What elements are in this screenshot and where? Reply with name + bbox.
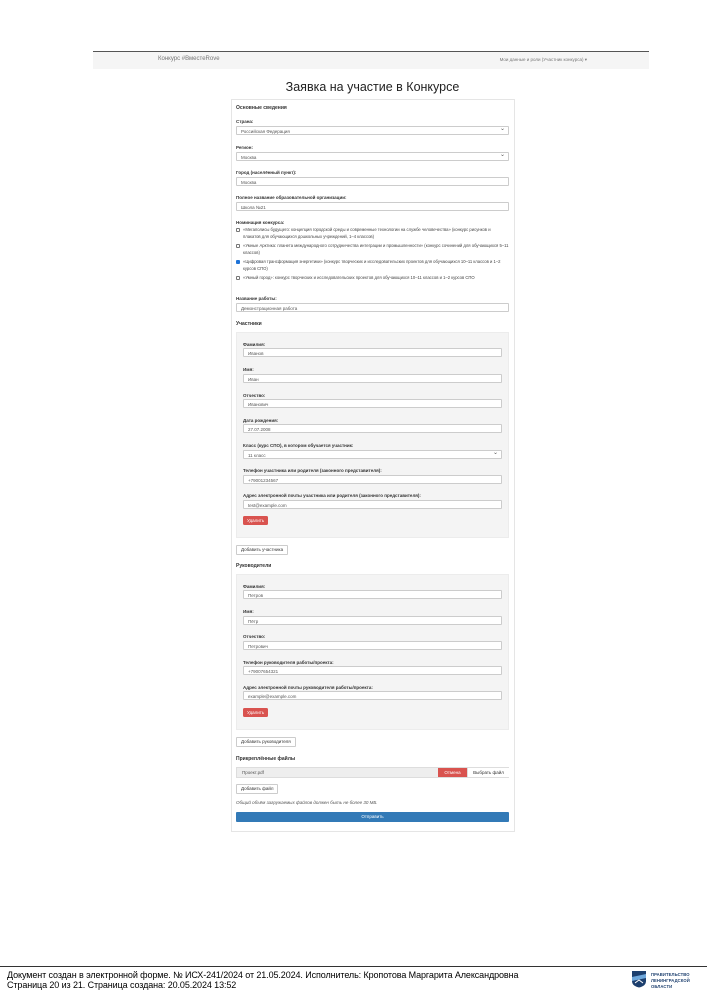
organization-input[interactable]: Школа №21 xyxy=(236,202,509,211)
gov-name-line-3: ОБЛАСТИ xyxy=(651,984,673,989)
add-participant-button[interactable]: Добавить участника xyxy=(236,545,288,555)
nomination-radio-2[interactable] xyxy=(236,244,240,248)
gov-name-line-2: ЛЕНИНГРАДСКОЙ xyxy=(651,978,690,983)
organization-label: Полное название образовательной организации: xyxy=(236,195,347,200)
participants-section-title: Участники xyxy=(236,321,262,327)
participant-email-label: Адрес электронной почты участника или родителя (законного представителя): xyxy=(243,493,421,498)
participant-class-label: Класс (курс СПО), в котором обучается участник: xyxy=(243,443,354,448)
delete-participant-button[interactable]: Удалить xyxy=(243,516,268,525)
nomination-option-4-label: «Умный город»: конкурс творческих и исследовательских проектов для обучающихся 10–11 классов и 1–2 курсов СПО xyxy=(243,275,475,280)
country-select-value: Российская Федерация xyxy=(241,128,290,134)
file-name: Проект.pdf xyxy=(242,770,264,775)
nomination-option-1-label: «Мегаполисы будущего: концепция городской среды и современные технологии на службе человечества» (конкурс рисунков и плакатов для обучающихся дошкольных учреждений, 1–4 классов) xyxy=(243,227,491,239)
nomination-radio-1[interactable] xyxy=(236,228,240,232)
participant-patronymic-input[interactable]: Иванович xyxy=(243,399,502,408)
participant-birth-date-label: Дата рождения: xyxy=(243,418,279,423)
nomination-radio-3[interactable] xyxy=(236,260,240,264)
government-emblem-icon xyxy=(631,970,647,988)
participant-class-select-value: 11 класс xyxy=(248,452,266,458)
supervisor-first-name-label: Имя: xyxy=(243,609,254,614)
supervisor-phone-input[interactable]: +79007654321 xyxy=(243,666,502,675)
footer-divider xyxy=(0,966,707,967)
add-supervisor-button[interactable]: Добавить руководителя xyxy=(236,737,296,747)
supervisor-last-name-input[interactable]: Петров xyxy=(243,590,502,599)
supervisor-email-label: Адрес электронной почты руководителя работы/проекта: xyxy=(243,685,373,690)
choose-file-button[interactable]: Выбрать файл xyxy=(467,768,509,777)
top-navbar xyxy=(93,51,649,69)
participant-first-name-input[interactable]: Иван xyxy=(243,374,502,383)
submit-button[interactable]: Отправить xyxy=(236,812,509,822)
file-upload-row xyxy=(236,767,509,778)
participant-class-select[interactable] xyxy=(243,450,502,459)
basic-info-section-title: Основные сведения xyxy=(236,105,287,111)
delete-supervisor-button[interactable]: Удалить xyxy=(243,708,268,717)
navbar-brand-link[interactable]: Конкурс #ВместеRove xyxy=(158,56,220,62)
nomination-radio-4[interactable] xyxy=(236,276,240,280)
work-title-input[interactable]: Демонстрационная работа xyxy=(236,303,509,312)
gov-name-line-1: ПРАВИТЕЛЬСТВО xyxy=(651,972,690,977)
supervisor-patronymic-label: Отчество: xyxy=(243,634,266,639)
participant-last-name-input[interactable]: Иванов xyxy=(243,348,502,357)
supervisor-phone-label: Телефон руководителя работы/проекта: xyxy=(243,660,334,665)
participant-phone-input[interactable]: +79001234567 xyxy=(243,475,502,484)
file-size-note: Общий объём загружаемых файлов должен быть не более 30 МБ. xyxy=(236,800,378,805)
participant-phone-label: Телефон участника или родителя (законного представителя): xyxy=(243,468,382,473)
participant-patronymic-label: Отчество: xyxy=(243,393,266,398)
supervisor-last-name-label: Фамилия: xyxy=(243,584,266,589)
region-label: Регион: xyxy=(236,145,253,150)
supervisor-email-input[interactable]: example@example.com xyxy=(243,691,502,700)
country-label: Страна: xyxy=(236,119,254,124)
participant-first-name-label: Имя: xyxy=(243,367,254,372)
region-select-value: Москва xyxy=(241,154,257,160)
user-menu-dropdown[interactable]: Мои данные и роли (Участник конкурса) ▾ xyxy=(499,57,587,62)
region-select[interactable] xyxy=(236,152,509,161)
supervisor-patronymic-input[interactable]: Петрович xyxy=(243,641,502,650)
city-input[interactable]: Москва xyxy=(236,177,509,186)
supervisor-first-name-input[interactable]: Пётр xyxy=(243,616,502,625)
nomination-label: Номинация конкурса: xyxy=(236,220,285,225)
country-select[interactable] xyxy=(236,126,509,135)
nomination-option-2-label: «Умные Арктика: планета международного сотрудничества интеграции и промышленности» (конкурс сочинений для обучающихся 5–11 классов) xyxy=(243,243,509,255)
participant-email-input[interactable]: test@example.com xyxy=(243,500,502,509)
city-label: Город (населённый пункт): xyxy=(236,170,297,175)
nomination-option-3-label: «Цифровая трансформация энергетики» (конкурс творческих и исследовательских проектов для обучающихся 10–11 классов и 1–2 курсов СПО) xyxy=(243,259,501,271)
files-section-title: Прикреплённые файлы xyxy=(236,756,296,762)
footer-page-info: Страница 20 из 21. Страница создана: 20.05.2024 13:52 xyxy=(7,980,237,990)
work-title-label: Название работы: xyxy=(236,296,277,301)
participant-last-name-label: Фамилия: xyxy=(243,342,266,347)
add-file-button[interactable]: Добавить файл xyxy=(236,784,278,794)
cancel-file-button[interactable]: Отмена xyxy=(438,768,467,777)
participant-birth-date-input[interactable]: 27.07.2008 xyxy=(243,424,502,433)
supervisors-section-title: Руководители xyxy=(236,563,272,569)
footer-document-info: Документ создан в электронной форме. № ИСХ-241/2024 от 21.05.2024. Исполнитель: Кропотова Маргарита Александровна xyxy=(7,970,519,980)
page-title: Заявка на участие в Конкурсе xyxy=(285,80,460,94)
